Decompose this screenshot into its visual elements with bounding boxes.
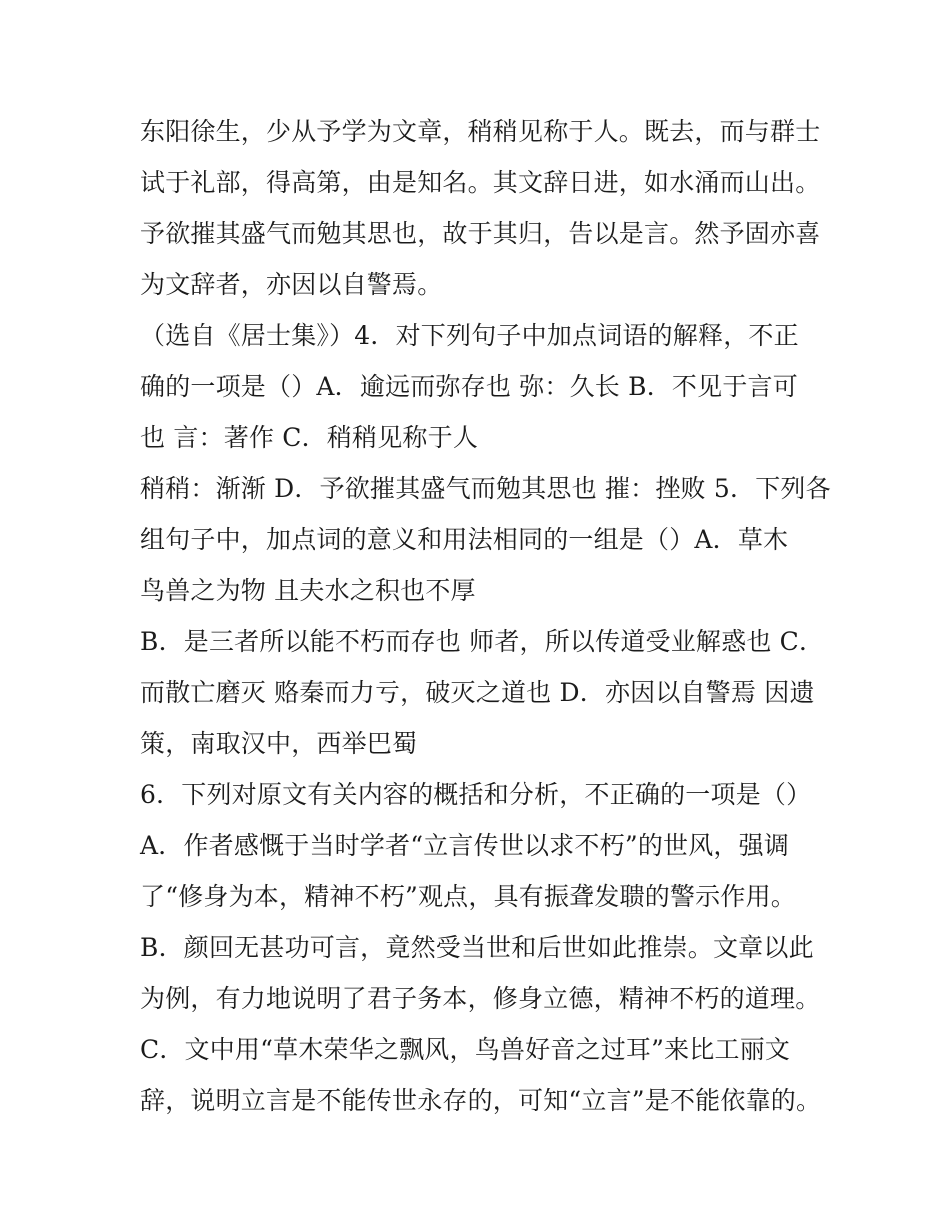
text-line: 确的一项是（）A．逾远而弥存也 弥：久长 B．不见于言可: [140, 372, 798, 401]
text-line: 试于礼部，得高第，由是知名。其文辞日进，如水涌而山出。: [140, 168, 821, 197]
text-line: A．作者感慨于当时学者“立言传世以求不朽”的世风，强调: [140, 831, 790, 860]
text-line: 予欲摧其盛气而勉其思也，故于其归，告以是言。然予固亦喜: [140, 219, 821, 248]
text-line: 稍稍：渐渐 D．予欲摧其盛气而勉其思也 摧：挫败 5．下列各: [140, 474, 831, 503]
document-body: [140, 106, 830, 1126]
text-line: 为文辞者，亦因以自警焉。: [140, 270, 443, 299]
text-line: 了“修身为本，精神不朽”观点，具有振聋发聩的警示作用。: [140, 882, 796, 911]
text-line: 辞，说明立言是不能传世永存的，可知“立言”是不能依靠的。: [140, 1086, 822, 1115]
text-line: 组句子中，加点词的意义和用法相同的一组是（）A．草木: [140, 525, 789, 554]
text-line: 6．下列对原文有关内容的概括和分析，不正确的一项是（）: [140, 780, 812, 809]
text-line: 而散亡磨灭 赂秦而力亏，破灭之道也 D．亦因以自警焉 因遗: [140, 678, 815, 707]
text-line: （选自《居士集》）4．对下列句子中加点词语的解释，不正: [140, 321, 799, 350]
text-line: 也 言：著作 C．稍稍见称于人: [140, 423, 479, 452]
text-line: B．颜回无甚功可言，竟然受当世和后世如此推崇。文章以此: [140, 933, 814, 962]
text-line: 为例，有力地说明了君子务本，修身立德，精神不朽的道理。: [140, 984, 821, 1013]
text-line: 策，南取汉中，西举巴蜀: [140, 729, 418, 758]
text-line: 东阳徐生，少从予学为文章，稍稍见称于人。既去，而与群士: [140, 117, 821, 146]
text-line: C．文中用“草木荣华之飘风，鸟兽好音之过耳”来比工丽文: [140, 1035, 791, 1064]
text-line: B．是三者所以能不朽而存也 师者，所以传道受业解惑也 C．: [140, 627, 825, 656]
text-line: 鸟兽之为物 且夫水之积也不厚: [140, 576, 476, 605]
